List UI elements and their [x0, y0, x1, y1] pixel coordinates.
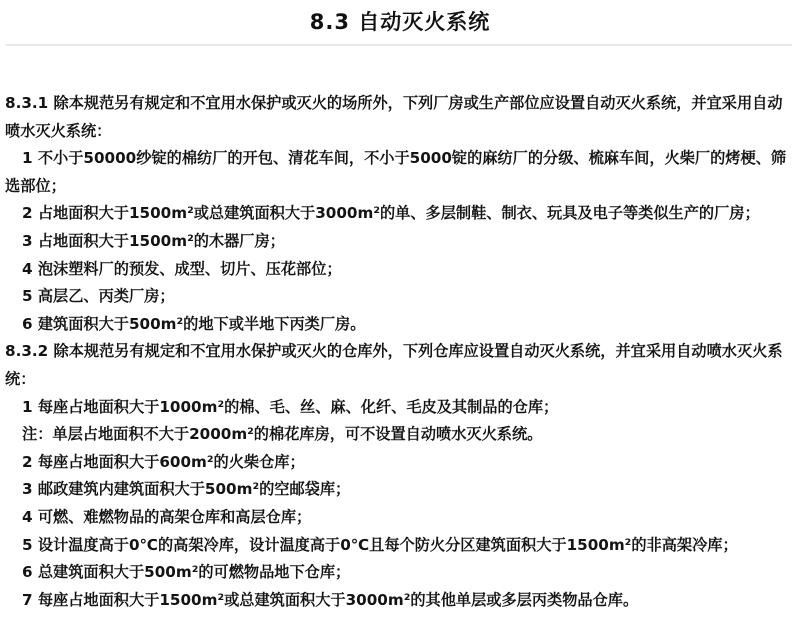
list-item: 4 泡沫塑料厂的预发、成型、切片、压花部位；	[22, 259, 342, 278]
document-body	[5, 90, 795, 614]
section-heading-line: 8.3.2 除本规范另有规定和不宜用水保护或灭火的仓库外，下列仓库应设置自动灭火系统，并宜采用自动喷水灭火系	[5, 342, 783, 361]
list-item: 6 建筑面积大于500m²的地下或半地下丙类厂房。	[22, 314, 366, 333]
list-item-text: 1 不小于50000纱锭的棉纺厂的开包、清花车间，不小于5000锭的麻纺厂的分级、梳麻车间，火柴厂的烤梗、筛	[22, 149, 787, 168]
list-item: 3 占地面积大于1500m²的木器厂房；	[22, 231, 285, 250]
page-title: 8.3 自动灭火系统	[309, 10, 491, 34]
list-item	[5, 145, 795, 200]
list-item: 3 邮政建筑内建筑面积大于500m²的空邮袋库；	[22, 480, 351, 499]
note-item: 注：单层占地面积不大于2000m²的棉花库房，可不设置自动喷水灭火系统。	[22, 425, 543, 444]
section-8-3-2	[5, 338, 795, 614]
list-item: 5 设计温度高于0℃的高架冷库，设计温度高于0℃且每个防火分区建筑面积大于1500m²的非高架冷库；	[22, 535, 738, 554]
list-item: 7 每座占地面积大于1500m²或总建筑面积大于3000m²的其他单层或多层丙类物品仓库。	[22, 590, 639, 609]
list-item: 5 高层乙、丙类厂房；	[22, 287, 175, 306]
section-heading-line: 统：	[5, 369, 36, 388]
section-heading-line: 喷水灭火系统：	[5, 121, 112, 140]
list-item: 6 总建筑面积大于500m²的可燃物品地下仓库；	[22, 563, 351, 582]
list-item: 2 每座占地面积大于600m²的火柴仓库；	[22, 452, 305, 471]
list-item: 2 占地面积大于1500m²或总建筑面积大于3000m²的单、多层制鞋、制衣、玩具及电子等类似生产的厂房；	[22, 204, 760, 223]
section-8-3-1	[5, 90, 795, 338]
title-divider	[6, 44, 792, 46]
section-heading-line: 8.3.1 除本规范另有规定和不宜用水保护或灭火的场所外，下列厂房或生产部位应设置自动灭火系统，并宜采用自动	[5, 94, 783, 112]
list-item: 4 可燃、难燃物品的高架仓库和高层仓库；	[22, 507, 312, 526]
list-item-text: 选部位；	[5, 176, 66, 195]
list-item: 1 每座占地面积大于1000m²的棉、毛、丝、麻、化纤、毛皮及其制品的仓库；	[22, 397, 559, 416]
